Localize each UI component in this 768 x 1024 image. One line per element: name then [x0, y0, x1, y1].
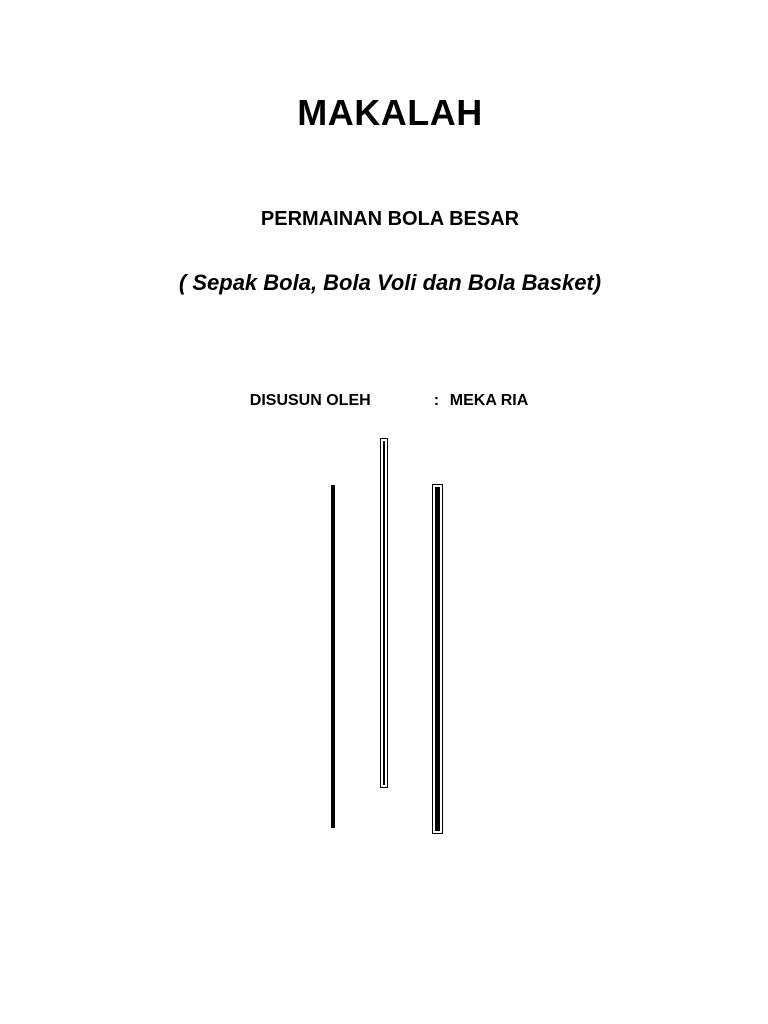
- decorative-framed-bar-right-fill: [435, 487, 440, 831]
- author-name: MEKA RIA: [449, 392, 529, 409]
- author-separator: :: [433, 392, 440, 409]
- document-subtitle: PERMAINAN BOLA BESAR: [260, 208, 520, 230]
- document-subtitle-detail: ( Sepak Bola, Bola Voli dan Bola Basket): [178, 270, 602, 295]
- author-label: DISUSUN OLEH: [249, 392, 371, 409]
- document-title: MAKALAH: [297, 92, 483, 133]
- decorative-framed-bar-left-fill: [383, 441, 385, 785]
- decorative-solid-bar: [331, 485, 335, 828]
- decorative-framed-bar-right: [432, 484, 443, 834]
- author-line: [232, 374, 528, 428]
- decorative-framed-bar-left: [380, 438, 388, 788]
